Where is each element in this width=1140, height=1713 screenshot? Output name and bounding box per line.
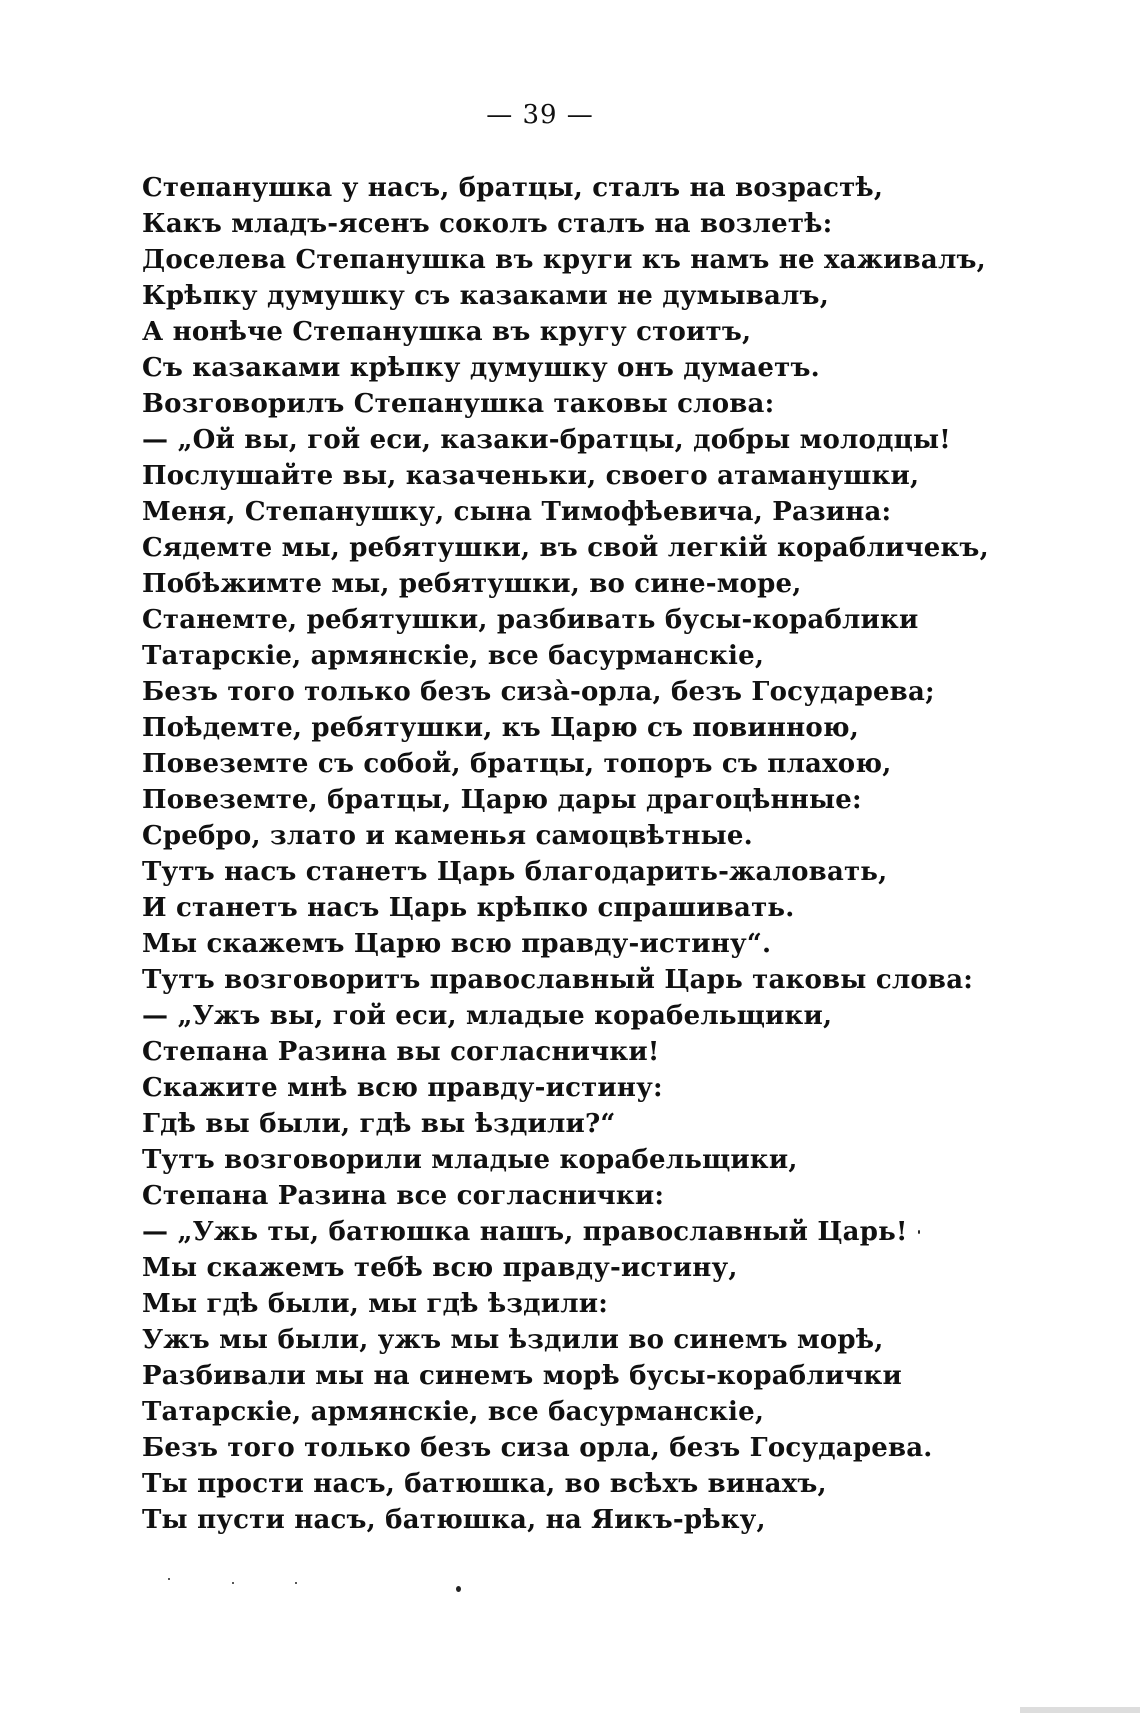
poem-line: Безъ того только безъ сизà-орла, безъ Государева;	[142, 677, 935, 707]
poem-line: Тутъ возговоритъ православный Царь таковы слова:	[142, 965, 974, 995]
poem-text	[142, 170, 1042, 1538]
poem-line: Крѣпку думушку съ казаками не думывалъ,	[142, 281, 829, 311]
poem-line: Повеземте, братцы, Царю дары драгоцѣнные:	[142, 785, 862, 815]
poem-line: Какъ младъ-ясенъ соколъ сталъ на возлетѣ:	[142, 209, 833, 239]
poem-line: Послушайте вы, казаченьки, своего атаманушки,	[142, 461, 920, 491]
ink-speck	[168, 1578, 170, 1580]
poem-line: Степана Разина вы согласнички!	[142, 1037, 660, 1067]
poem-line: Тутъ насъ станетъ Царь благодарить-жаловать,	[142, 857, 888, 887]
poem-line: Разбивали мы на синемъ морѣ бусы-кораблички	[142, 1361, 902, 1391]
poem-line: Сядемте мы, ребятушки, въ свой легкій корабличекъ,	[142, 533, 989, 563]
poem-line: Повеземте съ собой, братцы, топоръ съ плахою,	[142, 749, 892, 779]
poem-line: Степанушка у насъ, братцы, сталъ на возрастѣ,	[142, 173, 884, 203]
poem-line: Побѣжимте мы, ребятушки, во сине-море,	[142, 569, 802, 599]
ink-speck	[456, 1586, 461, 1592]
poem-line: Тутъ возговорили младые корабельщики,	[142, 1145, 798, 1175]
poem-line: Ты прости насъ, батюшка, во всѣхъ винахъ,	[142, 1469, 827, 1499]
ink-speck	[295, 1582, 297, 1584]
poem-line: Мы скажемъ Царю всю правду-истину“.	[142, 929, 772, 959]
poem-line: Мы гдѣ были, мы гдѣ ѣздили:	[142, 1289, 609, 1319]
poem-line: Меня, Степанушку, сына Тимофѣевича, Разина:	[142, 497, 892, 527]
poem-line: Гдѣ вы были, гдѣ вы ѣздили?“	[142, 1109, 616, 1139]
poem-line: Степана Разина все согласнички:	[142, 1181, 665, 1211]
poem-line: — „Ой вы, гой еси, казаки-братцы, добры молодцы!	[142, 425, 951, 455]
poem-line: — „Ужь ты, батюшка нашъ, православный Царь!	[142, 1217, 908, 1247]
scan-edge	[1020, 1707, 1140, 1713]
poem-line: Безъ того только безъ сиза орла, безъ Государева.	[142, 1433, 933, 1463]
poem-line: Съ казаками крѣпку думушку онъ думаетъ.	[142, 353, 820, 383]
poem-line: Мы скажемъ тебѣ всю правду-истину,	[142, 1253, 738, 1283]
poem-line: Доселева Степанушка въ круги къ намъ не хаживалъ,	[142, 245, 986, 275]
poem-line: Татарскіе, армянскіе, все басурманскіе,	[142, 1397, 765, 1427]
poem-line: Сребро, злато и каменья самоцвѣтные.	[142, 821, 753, 851]
poem-line: Поѣдемте, ребятушки, къ Царю съ повинною,	[142, 713, 860, 743]
ink-speck	[232, 1582, 234, 1584]
poem-line: Возговорилъ Степанушка таковы слова:	[142, 389, 775, 419]
poem-line: И станетъ насъ Царь крѣпко спрашивать.	[142, 893, 795, 923]
poem-line: Скажите мнѣ всю правду-истину:	[142, 1073, 663, 1103]
poem-line: Ты пусти насъ, батюшка, на Яикъ-рѣку,	[142, 1505, 766, 1535]
poem-line: Татарскіе, армянскіе, все басурманскіе,	[142, 641, 765, 671]
poem-line: Ужъ мы были, ужъ мы ѣздили во синемъ морѣ,	[142, 1325, 884, 1355]
poem-line: А нонѣче Степанушка въ кругу стоитъ,	[142, 317, 752, 347]
ink-speck	[918, 1230, 920, 1234]
poem-line: Станемте, ребятушки, разбивать бусы-кораблики	[142, 605, 919, 635]
page-number: — 39 —	[486, 100, 594, 130]
poem-line: — „Ужъ вы, гой еси, младые корабельщики,	[142, 1001, 833, 1031]
